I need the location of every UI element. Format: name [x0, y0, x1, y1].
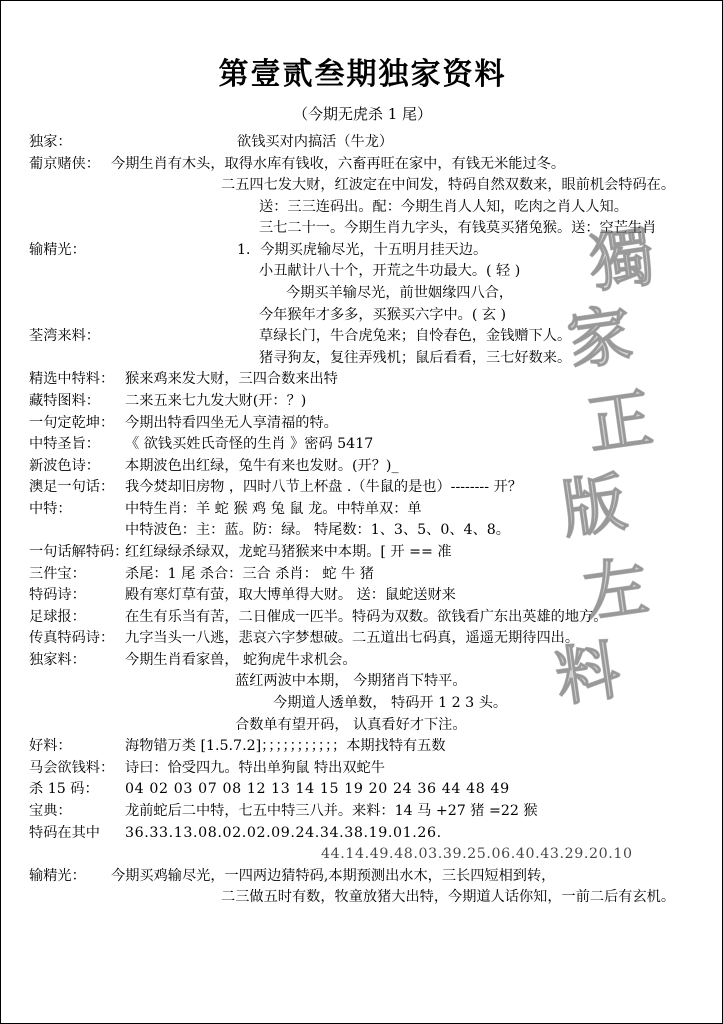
- row-text: 猪寻狗友，复往弄残机；鼠后看看，三七好数来。: [259, 349, 572, 366]
- text-row: [15, 887, 710, 909]
- document-content: [15, 13, 710, 1013]
- row-label: 中特圣旨：: [29, 436, 100, 453]
- row-text: 中特生肖：羊 蛇 猴 鸡 兔 鼠 龙。中特单双：单: [125, 500, 422, 517]
- watermark-char: 正: [583, 380, 657, 465]
- row-label: 杀 15 码：: [29, 781, 99, 798]
- text-row: [15, 434, 710, 456]
- row-text: 杀尾：1 尾 杀合：三合 杀肖： 蛇 牛 猪: [125, 565, 374, 582]
- row-text: 1．今期买虎输尽光，十五明月挂天边。: [237, 241, 488, 258]
- row-label: 特码在其中: [29, 824, 100, 841]
- text-row: [15, 154, 710, 176]
- row-label: 传真特码诗：: [29, 630, 115, 647]
- row-label: 一句定乾坤：: [29, 414, 115, 431]
- watermark-char: 獨: [585, 218, 659, 303]
- text-row: [15, 844, 710, 866]
- row-text: 二三做五时有数，牧童放猪大出特，今期道人话你知，一前二后有玄机。: [221, 889, 676, 906]
- row-text: 龙前蛇后二中特，七五中特三八并。来料：14 马 +27 猪 =22 猴: [125, 802, 538, 819]
- row-text: 草绿长门，牛合虎兔来；自怜春色，金钱赠下人。: [259, 328, 572, 345]
- row-text: 三七二十一。今期生肖九字头，有钱莫买猪兔猴。送：空芒生肖: [259, 220, 657, 237]
- row-label: 足球报：: [29, 608, 86, 625]
- watermark-char: 家: [563, 296, 637, 381]
- text-row: [15, 240, 710, 262]
- row-text: 今期生肖看家兽， 蛇狗虎牛求机会。: [125, 651, 357, 668]
- text-row: [15, 305, 710, 327]
- text-row: [15, 283, 710, 305]
- row-text: 殿有寒灯草有萤，取大博单得大财。 送：鼠蛇送财来: [125, 587, 456, 604]
- text-row: [15, 758, 710, 780]
- text-row: [15, 671, 710, 693]
- row-text: 海物错万类 [1.5.7.2]；；；；；；；；；；；本期找特有五数: [125, 738, 446, 755]
- text-row: [15, 456, 710, 478]
- row-text: 九字当头一八逃，悲哀六字梦想破。二五道出七码真，遥遥无期待四出。: [125, 630, 580, 647]
- row-text: 合数单有望开码， 认真看好才下注。: [235, 716, 467, 733]
- row-text: 今期买鸡输尽光，一四两边猜特码,本期预测出水木，三长四短相到转，: [111, 867, 556, 884]
- text-row: [15, 585, 710, 607]
- document-body: [15, 132, 710, 909]
- text-row: [15, 542, 710, 564]
- text-row: [15, 477, 710, 499]
- watermark-char: 料: [551, 632, 625, 717]
- row-label: 三件宝：: [29, 565, 86, 582]
- row-label: 中特：: [29, 500, 72, 517]
- row-text: 猴来鸡来发大财，三四合数来出特: [125, 371, 338, 388]
- row-text: 送：三三连码出。配：今期生肖人人知，吃肉之肖人人知。: [259, 198, 628, 215]
- text-row: [15, 715, 710, 737]
- row-text: 小丑献计八十个，开荒之牛功最大。( 轻 ): [259, 263, 521, 280]
- watermark-char: 版: [557, 464, 631, 549]
- row-label: 马会欲钱料：: [29, 759, 115, 776]
- text-row: [15, 779, 710, 801]
- watermark-char: 左: [579, 548, 653, 633]
- page-title: 第壹贰叁期独家资料: [218, 57, 507, 92]
- text-row: [15, 607, 710, 629]
- row-text: 我今焚却旧房物 ，四时八节上杯盘 .（牛鼠的是也）-------- 开？: [125, 479, 522, 496]
- text-row: [15, 693, 710, 715]
- row-label: 特码诗：: [29, 587, 86, 604]
- text-row: [15, 499, 710, 521]
- row-text: 二五四七发大财，红波定在中间发，特码自然双数来，眼前机会特码在。: [221, 177, 676, 194]
- row-label: 藏特图料：: [29, 392, 100, 409]
- text-row: [15, 650, 710, 672]
- text-row: [15, 326, 710, 348]
- text-row: [15, 628, 710, 650]
- row-label: 精选中特料：: [29, 371, 115, 388]
- text-row: [15, 736, 710, 758]
- row-label: 一句话解特码：: [29, 543, 129, 560]
- row-label: 宝典：: [29, 802, 72, 819]
- row-label: 输精光：: [29, 867, 86, 884]
- row-text: 今期生肖有木头，取得水库有钱收，六畜再旺在家中，有钱无米能过冬。: [111, 155, 566, 172]
- text-row: [15, 823, 710, 845]
- text-row: [15, 866, 710, 888]
- row-text: 在生有乐当有苦，二日催成一匹半。特码为双数。欲钱看广东出英雄的地方。: [125, 608, 608, 625]
- text-row: [15, 197, 710, 219]
- row-text: 欲钱买对内搞活（牛龙）: [237, 134, 394, 150]
- text-row: [15, 261, 710, 283]
- row-label: 葡京赌侠：: [29, 155, 100, 172]
- row-text: 今年猴年才多多，买猴买六字中。( 玄 ): [259, 306, 507, 323]
- row-text: 本期波色出红绿，兔牛有来也发财。(开？)_: [125, 457, 399, 474]
- text-row: [15, 348, 710, 370]
- row-text: 今期出特看四坐无人享清福的特。: [125, 414, 338, 431]
- text-row: [15, 132, 710, 154]
- row-text: 04 02 03 07 08 12 13 14 15 19 20 24 36 44 48 49: [125, 781, 510, 798]
- text-row: [15, 218, 710, 240]
- row-label: 新波色诗：: [29, 457, 100, 474]
- row-label: 好料：: [29, 738, 72, 755]
- row-label: 荃湾来料：: [29, 328, 100, 345]
- text-row: [15, 413, 710, 435]
- row-text: 今期道人透单数， 特码开 1 2 3 头。: [273, 695, 508, 712]
- row-text: 中特波色：主：蓝。防：绿。 特尾数：1、3、5、0、4、8。: [125, 522, 510, 539]
- page-subtitle: （今期无虎杀 1 尾）: [292, 105, 433, 123]
- row-text: 36.33.13.08.02.02.09.24.34.38.19.01.26.: [125, 824, 442, 841]
- text-row: [15, 801, 710, 823]
- row-text: 二来五来七九发大财(开：？): [125, 392, 307, 409]
- text-row: [15, 175, 710, 197]
- row-label: 独家：: [29, 134, 72, 150]
- row-label: 独家料：: [29, 651, 86, 668]
- text-row: [15, 520, 710, 542]
- text-row: [15, 564, 710, 586]
- row-label: 澳足一句话：: [29, 479, 115, 496]
- row-text: 诗曰：恰受四九。特出单狗鼠 特出双蛇牛: [125, 759, 385, 776]
- text-row: [15, 369, 710, 391]
- row-text: 今期买羊输尽光，前世姻缘四八合，: [286, 285, 514, 302]
- row-text: 蓝红两波中本期， 今期猪肖下特平。: [235, 673, 467, 690]
- row-text: 《 欲钱买姓氏奇怪的生肖 》密码 5417: [125, 436, 374, 453]
- text-row: [15, 391, 710, 413]
- row-text: 44.14.49.48.03.39.25.06.40.43.29.20.10: [321, 846, 633, 863]
- row-text: 红红绿绿杀绿双，龙蛇马猪猴来中本期。[ 开 == 准: [125, 543, 452, 560]
- row-label: 输精光：: [29, 241, 86, 258]
